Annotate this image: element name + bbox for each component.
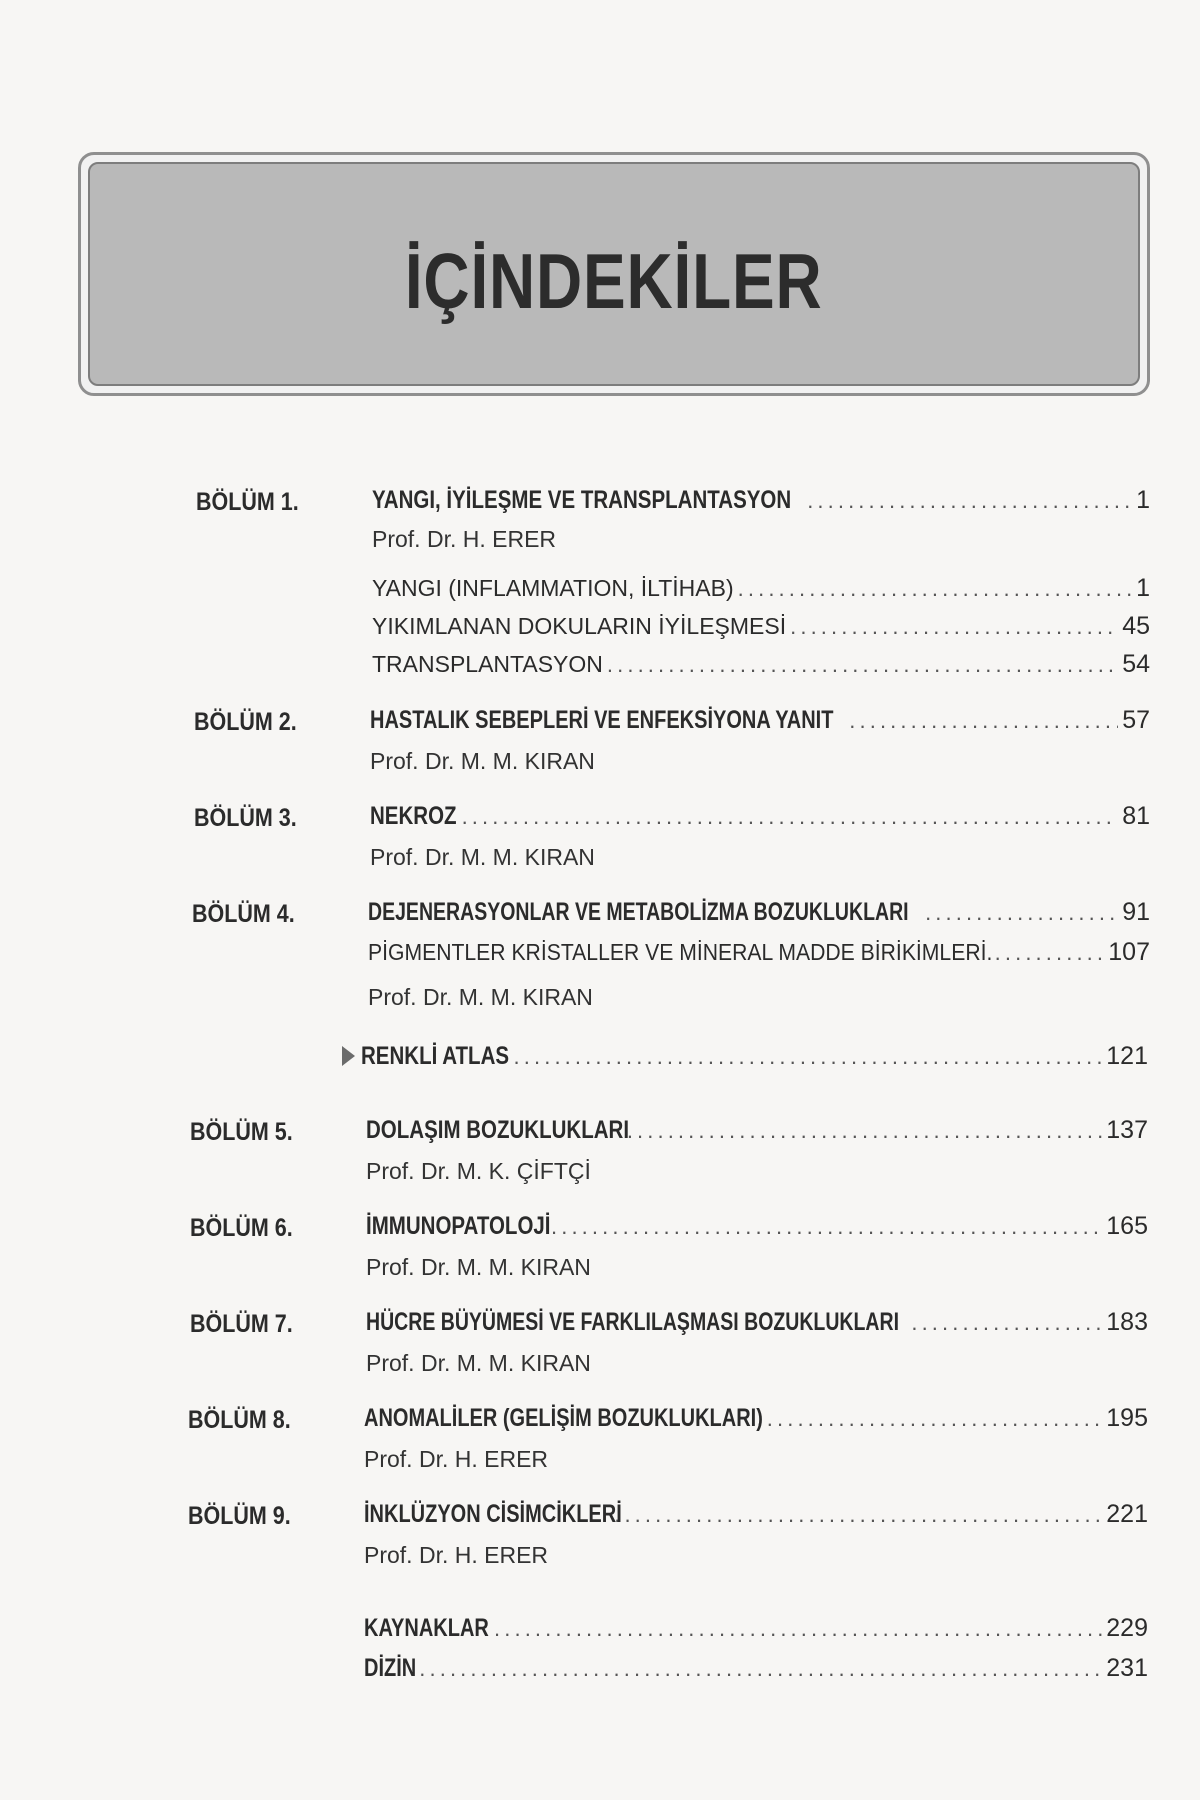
chapter-1-subsection-2[interactable]: [372, 612, 1150, 644]
chapter-1-subsection-3-leader: [607, 652, 1118, 678]
chapter-5-author: Prof. Dr. M. K. ÇİFTÇİ: [366, 1158, 591, 1184]
chapter-6-page: 165: [1106, 1212, 1148, 1240]
chapter-2-label: BÖLÜM 2.: [194, 708, 297, 736]
chapter-4-page: 91: [1122, 898, 1150, 926]
chapter-7-page: 183: [1106, 1308, 1148, 1336]
chapter-1-subsection-2-page: 45: [1122, 612, 1150, 640]
chapter-1-subsection-1[interactable]: [372, 574, 1150, 606]
index-title: DİZİN: [364, 1654, 417, 1682]
chapter-4-subsection-1-title: PİGMENTLER KRİSTALLER VE MİNERAL MADDE BİRİKİMLERİ.: [368, 939, 993, 965]
chapter-1-entry[interactable]: [372, 486, 1150, 518]
index-leader: [419, 1656, 1102, 1682]
chapter-7-label: BÖLÜM 7.: [190, 1310, 293, 1338]
chapter-6-author: Prof. Dr. M. M. KIRAN: [366, 1254, 591, 1280]
chapter-3-entry[interactable]: [370, 802, 1150, 834]
page-title: İÇİNDEKİLER: [405, 236, 823, 325]
chapter-1-title: YANGI, İYİLEŞME VE TRANSPLANTASYON: [372, 486, 792, 514]
arrow-right-icon: [342, 1046, 355, 1066]
chapter-3-leader: [462, 804, 1119, 830]
chapter-9-leader: [614, 1502, 1102, 1528]
chapter-3-page: 81: [1122, 802, 1150, 830]
chapter-1-subsection-1-title: YANGI (INFLAMMATION, İLTİHAB): [372, 575, 734, 601]
chapter-7-leader: [911, 1310, 1102, 1336]
chapter-1-leader: [807, 488, 1132, 514]
references-entry[interactable]: [364, 1614, 1148, 1646]
chapter-8-entry[interactable]: [364, 1404, 1148, 1436]
chapter-3-title: NEKROZ: [370, 802, 457, 830]
chapter-9-author: Prof. Dr. H. ERER: [364, 1542, 549, 1568]
chapter-8-leader: [757, 1406, 1103, 1432]
chapter-1-label: BÖLÜM 1.: [196, 488, 299, 516]
chapter-4-leader: [925, 900, 1118, 926]
chapter-8-author: Prof. Dr. H. ERER: [364, 1446, 549, 1472]
chapter-6-entry[interactable]: [366, 1212, 1148, 1244]
chapter-4-subsection-1-page: 107: [1108, 938, 1150, 966]
chapter-4-author: Prof. Dr. M. M. KIRAN: [368, 984, 593, 1010]
chapter-4-subsection-1[interactable]: [368, 938, 1150, 970]
chapter-7-entry[interactable]: [366, 1308, 1148, 1340]
references-title: KAYNAKLAR: [364, 1614, 489, 1642]
chapter-5-leader: [627, 1118, 1102, 1144]
index-entry[interactable]: [364, 1654, 1148, 1686]
atlas-leader: [514, 1044, 1103, 1070]
index-page: 231: [1106, 1654, 1148, 1682]
chapter-5-title: DOLAŞIM BOZUKLUKLARI: [366, 1116, 630, 1144]
chapter-8-label: BÖLÜM 8.: [188, 1406, 291, 1434]
chapter-5-label: BÖLÜM 5.: [190, 1118, 293, 1146]
chapter-9-entry[interactable]: [364, 1500, 1148, 1532]
chapter-5-page: 137: [1106, 1116, 1148, 1144]
chapter-4-subsection-1-leader: [995, 940, 1105, 966]
chapter-4-label: BÖLÜM 4.: [192, 900, 295, 928]
chapter-8-page: 195: [1106, 1404, 1148, 1432]
references-leader: [494, 1616, 1102, 1642]
chapter-2-page: 57: [1122, 706, 1150, 734]
chapter-1-subsection-2-title: YIKIMLANAN DOKULARIN İYİLEŞMESİ: [372, 613, 787, 639]
chapter-2-entry[interactable]: [370, 706, 1150, 738]
chapter-6-label: BÖLÜM 6.: [190, 1214, 293, 1242]
chapter-1-subsection-3[interactable]: [372, 650, 1150, 682]
chapter-3-author: Prof. Dr. M. M. KIRAN: [370, 844, 595, 870]
chapter-2-title: HASTALIK SEBEPLERİ VE ENFEKSİYONA YANIT: [370, 706, 834, 734]
chapter-3-label: BÖLÜM 3.: [194, 804, 297, 832]
chapter-9-title: İNKLÜZYON CİSİMCİKLERİ: [364, 1500, 622, 1528]
chapter-9-label: BÖLÜM 9.: [188, 1502, 291, 1530]
chapter-2-leader: [849, 708, 1118, 734]
chapter-4-title: DEJENERASYONLAR VE METABOLİZMA BOZUKLUKLARI: [368, 898, 909, 926]
references-page: 229: [1106, 1614, 1148, 1642]
chapter-1-subsection-2-leader: [790, 614, 1118, 640]
atlas-entry[interactable]: [342, 1042, 1148, 1074]
chapter-1-author: Prof. Dr. H. ERER: [372, 526, 557, 552]
chapter-1-subsection-1-page: 1: [1136, 574, 1150, 602]
chapter-5-entry[interactable]: [366, 1116, 1148, 1148]
chapter-7-title: HÜCRE BÜYÜMESİ VE FARKLILAŞMASI BOZUKLUKLARI: [366, 1308, 900, 1336]
chapter-7-author: Prof. Dr. M. M. KIRAN: [366, 1350, 591, 1376]
atlas-title: RENKLİ ATLAS: [361, 1042, 510, 1070]
chapter-4-entry[interactable]: [368, 898, 1150, 930]
chapter-6-title: İMMUNOPATOLOJİ: [366, 1212, 551, 1240]
chapter-8-title: ANOMALİLER (GELİŞİM BOZUKLUKLARI): [364, 1404, 763, 1432]
chapter-1-subsection-3-title: TRANSPLANTASYON: [372, 651, 603, 677]
chapter-1-page: 1: [1136, 486, 1150, 514]
chapter-6-leader: [551, 1214, 1102, 1240]
chapter-2-author: Prof. Dr. M. M. KIRAN: [370, 748, 595, 774]
chapter-1-subsection-1-leader: [738, 576, 1132, 602]
atlas-page: 121: [1106, 1042, 1148, 1070]
chapter-9-page: 221: [1106, 1500, 1148, 1528]
chapter-1-subsection-3-page: 54: [1122, 650, 1150, 678]
